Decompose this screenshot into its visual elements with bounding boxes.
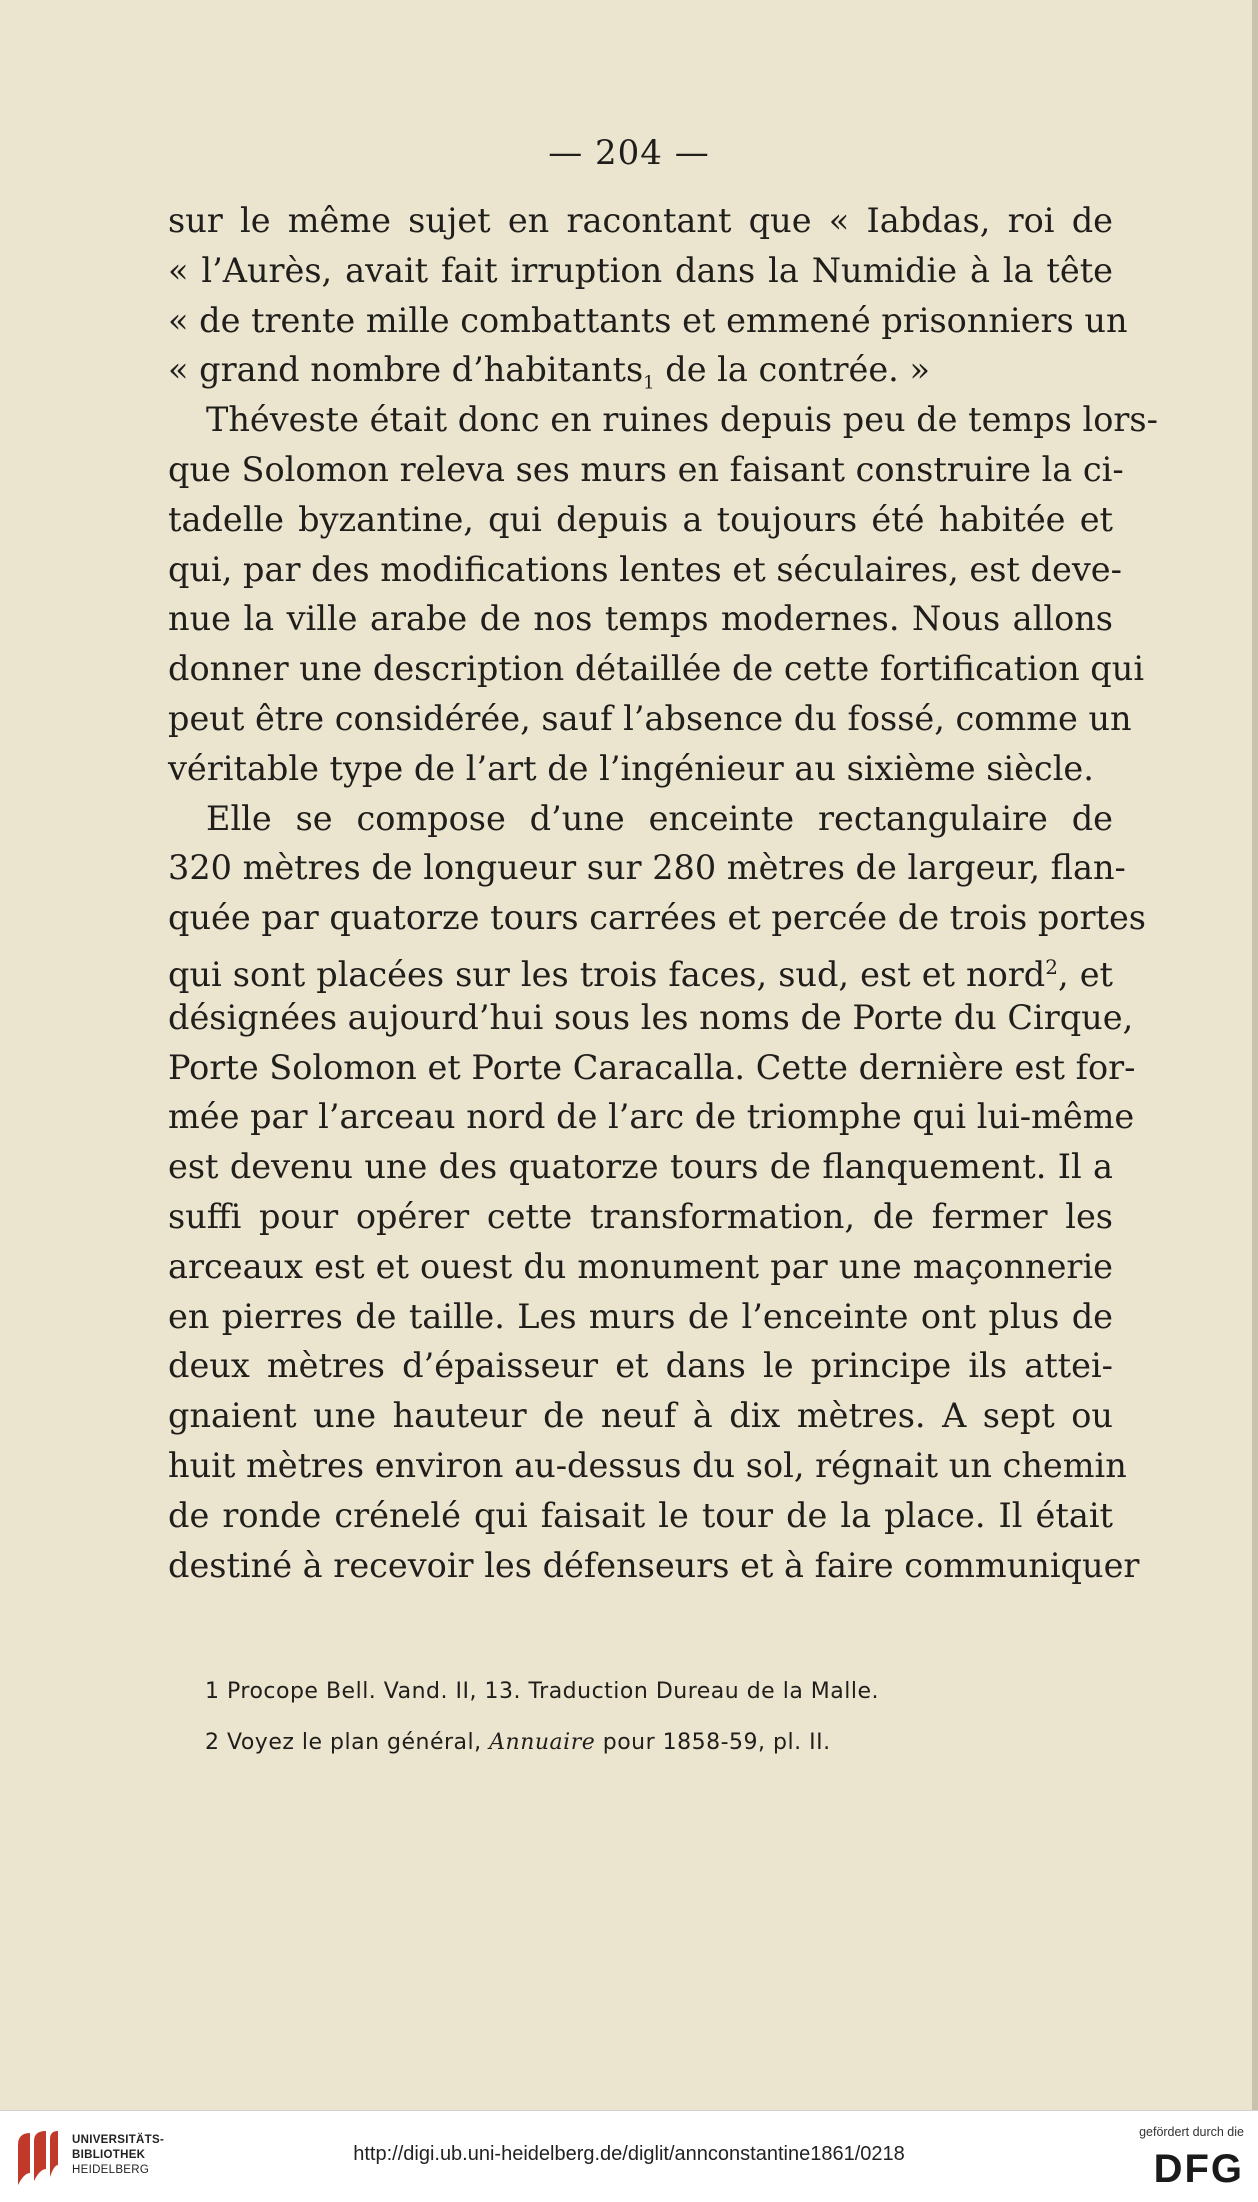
text-line: désignées aujourd’hui sous les noms de Porte du Cirque,: [168, 997, 1134, 1037]
footnote: [205, 1666, 1065, 1717]
text-line: Porte Solomon et Porte Caracalla. Cette dernière est for-: [168, 1047, 1136, 1087]
text-line: arceaux est et ouest du monument par une maçonnerie: [168, 1246, 1113, 1286]
text-line: peut être considérée, sauf l’absence du fossé, comme un: [168, 698, 1132, 738]
text-line: suffi pour opérer cette transformation, de fermer les: [168, 1196, 1113, 1236]
text-line: qui, par des modifications lentes et séculaires, est deve-: [168, 549, 1122, 589]
library-line: BIBLIOTHEK: [72, 2149, 146, 2161]
footnote-italic: Annuaire: [489, 1730, 596, 1755]
footnote-text: Procope Bell. Vand. II, 13. Traduction Dureau de la Malle.: [227, 1679, 880, 1704]
footnote-mark: 2: [205, 1730, 220, 1755]
page-edge: [1252, 0, 1258, 2110]
footnotes: [205, 1666, 1065, 1768]
text-line: que Solomon releva ses murs en faisant construire la ci-: [168, 449, 1124, 489]
text-line: sur le même sujet en racontant que « Iabdas, roi de: [168, 201, 1113, 240]
footnote-text-end: pour 1858-59, pl. II.: [595, 1730, 831, 1755]
text-line: mée par l’arceau nord de l’arc de triomphe qui lui-même: [168, 1097, 1135, 1137]
text-line: donner une description détaillée de cette fortification qui: [168, 649, 1145, 689]
footnote-mark: 1: [205, 1679, 220, 1704]
text-line: est devenu une des quatorze tours de flanquement. Il a: [168, 1147, 1113, 1187]
footnote-ref: 1: [643, 373, 655, 395]
text-line: Elle se compose d’une enceinte rectangulaire de: [206, 798, 1113, 838]
text-line: destiné à recevoir les défenseurs et à faire communiquer: [168, 1545, 1140, 1585]
text-line: quée par quatorze tours carrées et percée de trois portes: [168, 898, 1146, 938]
text-line: véritable type de l’art de l’ingénieur au sixième siècle.: [168, 748, 1094, 788]
text-line-start: « grand nombre d’habitants: [168, 350, 644, 390]
text-line: gnaient une hauteur de neuf à dix mètres. A sept ou: [168, 1396, 1113, 1436]
text-line: deux mètres d’épaisseur et dans le principe ils attei-: [168, 1346, 1113, 1386]
text-line: en pierres de taille. Les murs de l’enceinte ont plus de: [168, 1296, 1113, 1336]
text-line-start: qui sont placées sur les trois faces, sud, est et nord: [168, 955, 1046, 995]
library-line: HEIDELBERG: [72, 2164, 150, 2176]
text-line: Théveste était donc en ruines depuis peu de temps lors-: [206, 400, 1158, 440]
text-line: huit mètres environ au-dessus du sol, régnait un chemin: [168, 1445, 1127, 1485]
page-number: — 204 —: [548, 133, 710, 173]
footnote-ref: 2: [1045, 954, 1058, 979]
text-line-end: de la contrée. »: [654, 350, 930, 390]
footnote-text: Voyez le plan général,: [227, 1730, 490, 1755]
text-line: de ronde crénelé qui faisait le tour de la place. Il était: [168, 1495, 1113, 1535]
source-url-link[interactable]: http://digi.ub.uni-heidelberg.de/diglit/annconstantine1861/0218: [353, 2143, 905, 2165]
text-line: [168, 943, 1113, 993]
footnote: [205, 1717, 1065, 1768]
text-line: « de trente mille combattants et emmené prisonniers un: [168, 300, 1128, 340]
text-line-end: , et: [1057, 955, 1113, 995]
text-line: [168, 345, 1113, 395]
text-line: « l’Aurès, avait fait irruption dans la Numidie à la tête: [168, 250, 1113, 290]
footer-bar: [0, 2110, 1258, 2202]
text-line: 320 mètres de longueur sur 280 mètres de largeur, flan-: [168, 848, 1126, 888]
dfg-logo[interactable]: DFG: [1153, 2147, 1244, 2191]
text-line: tadelle byzantine, qui depuis a toujours été habitée et: [168, 499, 1113, 539]
funding-caption: gefördert durch die: [1139, 2125, 1244, 2139]
body-text: [168, 196, 1158, 1590]
library-line: UNIVERSITÄTS-: [72, 2134, 165, 2146]
text-line: nue la ville arabe de nos temps modernes. Nous allons: [168, 599, 1113, 639]
